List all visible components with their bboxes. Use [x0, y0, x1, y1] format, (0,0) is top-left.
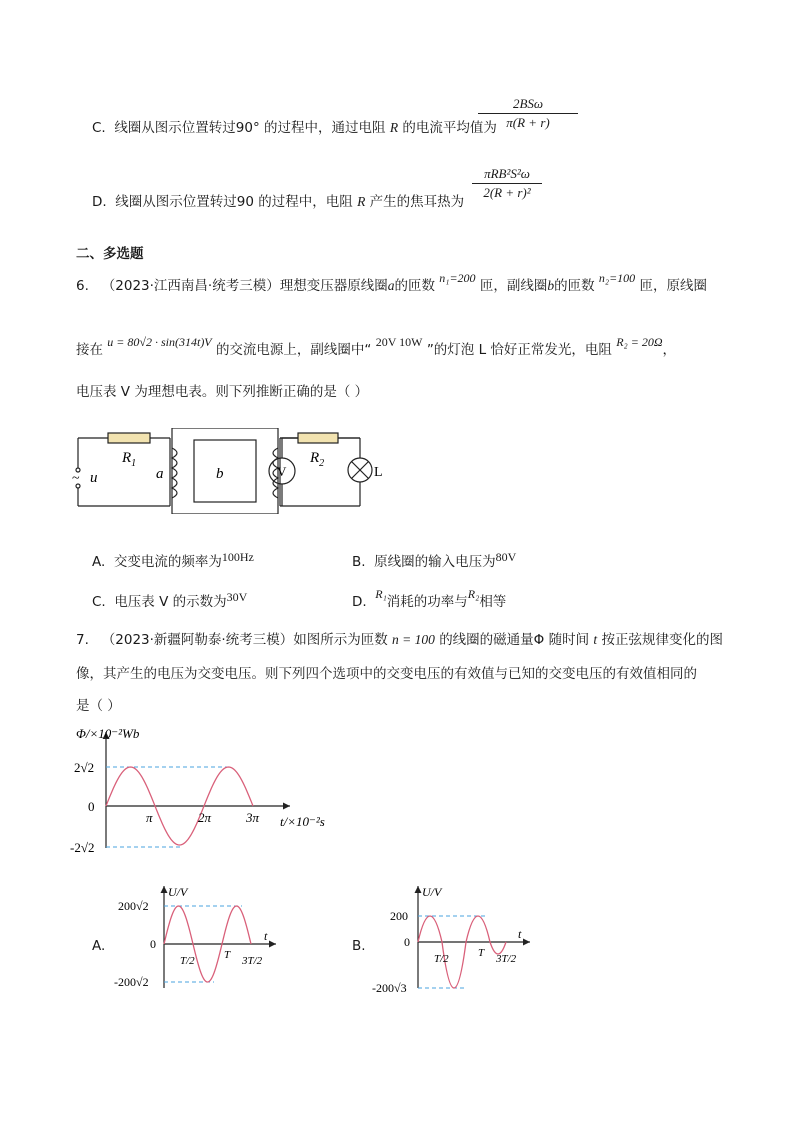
flux-origin: 0 [88, 799, 95, 814]
option-a-y-label: U/V [168, 885, 188, 899]
flux-x-tick: π [146, 810, 153, 825]
r2-formula: R₂ = 20Ω [616, 335, 663, 349]
flux-y-min: -2√2 [70, 840, 95, 854]
q7-option-b-label: B. [352, 938, 366, 954]
option-b-y-max: 200 [390, 909, 408, 923]
option-b-y-min: -200√3 [372, 981, 407, 994]
question-number: 6. [76, 278, 89, 294]
flux-y-label: Φ/×10⁻²Wb [76, 726, 140, 741]
option-b-origin: 0 [404, 935, 410, 949]
question-source: （2023·新疆阿勒泰·统考三模） [101, 632, 294, 648]
resistor-r2 [298, 433, 338, 443]
label-b: b [216, 466, 224, 482]
q7-line2: 像，其产生的电压为交变电压。则下列四个选项中的交变电压的有效值与已知的交变电压的有效值相同的 [76, 666, 697, 682]
option-a-x-tick: 3T/2 [242, 955, 263, 967]
lamp-label: L [374, 465, 383, 480]
label-r2: $R_2$ [310, 450, 325, 469]
option-label: D. [92, 194, 107, 210]
label-a: a [156, 466, 164, 482]
q7-option-a-label: A. [92, 938, 106, 954]
question-source: （2023·江西南昌·统考三模） [101, 278, 280, 294]
question-number: 7. [76, 632, 89, 648]
option-label: C. [92, 120, 106, 136]
option-a-voltage-graph[interactable] [114, 884, 284, 994]
flux-x-tick: 2π [198, 810, 212, 825]
option-a-origin: 0 [150, 937, 156, 951]
transformer-circuit-diagram [70, 428, 390, 514]
label-r1: $R_1$ [122, 450, 137, 469]
n1-formula: n₁=200 [439, 271, 476, 285]
flux-x-tick: 3π [246, 810, 260, 825]
q6-line1: 6. （2023·江西南昌·统考三模）理想变压器原线圈a的匝数 n₁=200 匝，副线圈b的匝数 n₂=100 匝，原线圈 [76, 271, 707, 294]
option-a-y-max: 200√2 [118, 899, 149, 913]
option-a-x-tick: T [224, 949, 231, 961]
option-b-x-tick: T [478, 947, 485, 959]
flux-x-label: t/×10⁻²s [280, 814, 325, 829]
option-a-y-min: -200√2 [114, 975, 149, 989]
option-b-voltage-graph[interactable] [372, 884, 542, 994]
lamp-rating: 20V 10W [375, 335, 423, 349]
n2-formula: n₂=100 [598, 271, 636, 285]
flux-y-max: 2√2 [74, 760, 95, 775]
resistor-r1 [108, 433, 150, 443]
q6-option-a[interactable]: A. 交变电流的频率为100Hz [92, 550, 254, 570]
option-b-curve [418, 916, 506, 988]
section-title: 二、多选题 [76, 246, 144, 262]
option-d-prev: D. 线圈从图示位置转过90 的过程中，电阻 R 产生的焦耳热为 [92, 194, 465, 210]
q7-line1: 7. （2023·新疆阿勒泰·统考三模）如图所示为匝数 n = 100 的线圈的磁通量Φ 随时间 t 按正弦规律变化的图 [76, 632, 723, 648]
q6-option-b[interactable]: B. 原线圈的输入电压为80V [352, 550, 517, 570]
formula-current-average: 2BSω π(R + r) [478, 96, 578, 131]
q6-option-c[interactable]: C. 电压表 V 的示数为30V [92, 590, 248, 610]
label-tilde: ~ [72, 471, 80, 486]
formula-joule-heat: πRB²S²ω 2(R + r)² [472, 166, 542, 201]
option-b-x-label: t [518, 927, 522, 941]
option-b-x-tick: 3T/2 [496, 953, 517, 965]
flux-time-graph [70, 724, 350, 854]
q7-line3: 是（ ） [76, 698, 121, 714]
option-b-y-label: U/V [422, 885, 442, 899]
voltage-formula: u = 80√2 · sin(314t)V [107, 335, 212, 349]
option-a-x-label: t [264, 929, 268, 943]
q6-line2: 接在 u = 80√2 · sin(314t)V 的交流电源上，副线圈中“ 20V 10W ”的灯泡 L 恰好正常发光，电阻 R₂ = 20Ω， [76, 335, 676, 358]
q6-line3: 电压表 V 为理想电表。则下列推断正确的是（ ） [76, 384, 369, 400]
q6-option-d[interactable]: D. R₁消耗的功率与R₂相等 [352, 587, 507, 610]
voltmeter-label: V [277, 464, 287, 479]
option-c-prev: C. 线圈从图示位置转过90° 的过程中，通过电阻 R 的电流平均值为 [92, 120, 497, 136]
option-a-x-tick: T/2 [180, 955, 195, 967]
label-u: u [90, 470, 98, 486]
option-b-x-tick: T/2 [434, 953, 449, 965]
